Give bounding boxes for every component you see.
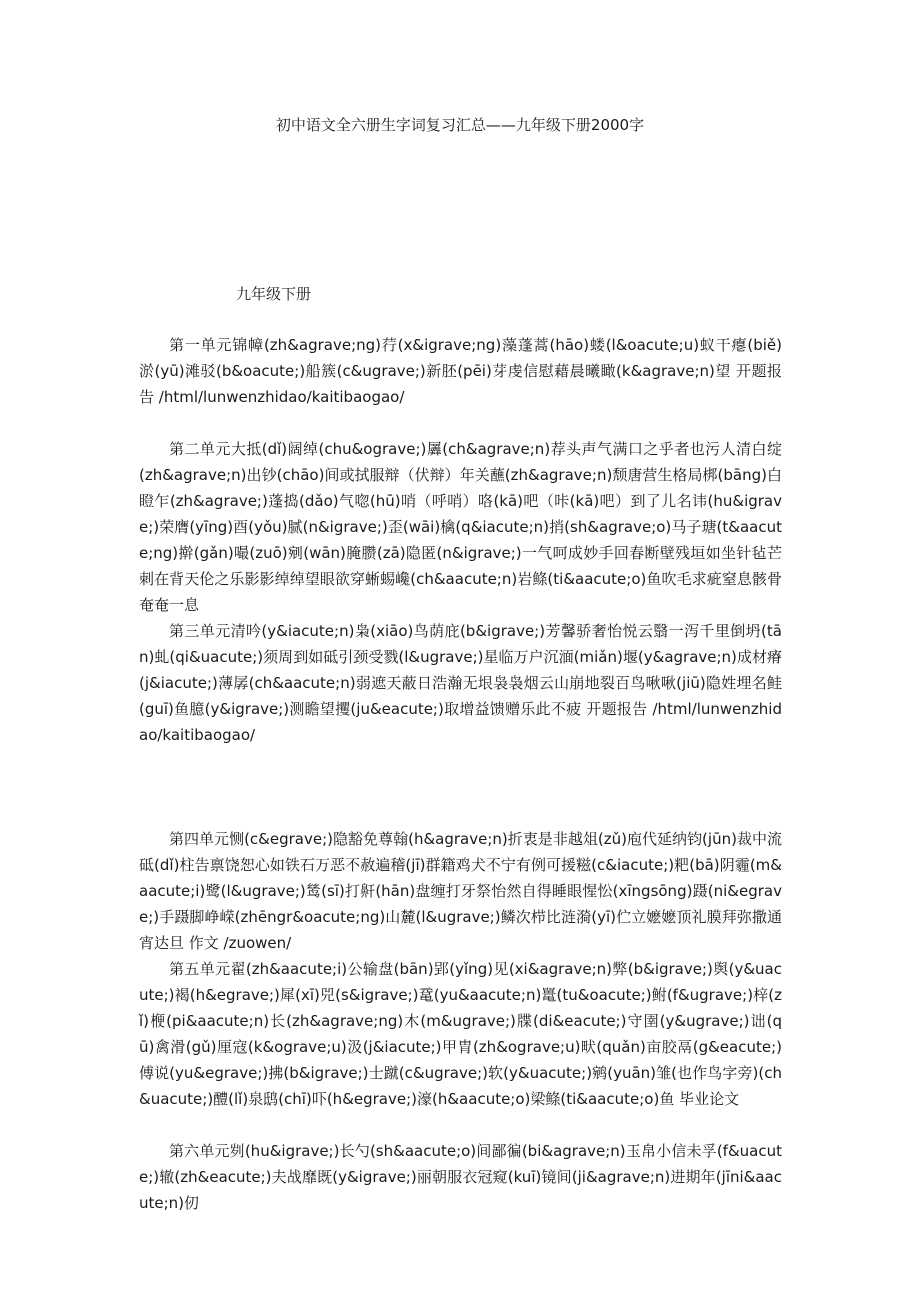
unit-2-paragraph: 第二单元大抵(dǐ)阔绰(chu&ograve;)羼(ch&agrave;n)荐头声气满口之乎者也污人清白绽(zh&agrave;n)出钞(chāo)间或拭服辩（伏辩）年关蘸(zh&agrave;n)颓唐营生格局梆(bāng)白瞪乍(zh&agrave;)蓬捣(dǎo)气唿(hū)哨（呼哨）咯(kā)吧（咔(kā)吧）到了儿名讳(hu&igrave;)荣膺(yīng)酉(yǒu)腻(n&igrave;)歪(wāi)檎(q&iacute;n)捎(sh&agrave;o)马子瑭(t&aacute;ng)擀(gǎn)嘬(zuō)剜(wān)腌臜(zā)隐匿(n&igrave;)一气呵成妙手回春断壁残垣如坐针毡芒刺在背天伦之乐影影绰绰望眼欲穿蜥蜴巉(ch&aacute;n)岩鲦(ti&aacute;o)鱼吹毛求疵窒息骸骨奄奄一息 <box>139 440 782 614</box>
grade-heading: 九年级下册 <box>236 285 312 303</box>
unit-1-paragraph: 第一单元锦幛(zh&agrave;ng)荇(x&igrave;ng)藻蓬蒿(hāo)蝼(l&oacute;u)蚁干瘪(biě)淤(yū)滩驳(b&oacute;)船簇(c&ugrave;)新胚(pēi)芽虔信慰藉晨曦瞰(k&agrave;n)望 开题报告 /html/lunwenzhidao/kaitibaogao/ <box>139 336 782 406</box>
unit-3-paragraph: 第三单元清吟(y&iacute;n)枭(xiāo)鸟荫庇(b&igrave;)芳馨骄奢怡悦云翳一泻千里倒坍(tān)虬(qi&uacute;)须周到如砥引颈受戮(l&ugrave;)星临万户沉湎(miǎn)堰(y&agrave;n)成材瘠(j&iacute;)薄孱(ch&aacute;n)弱遮天蔽日浩瀚无垠袅袅烟云山崩地裂百鸟啾啾(jiū)隐姓埋名鲑(guī)鱼臆(y&igrave;)测瞻望攫(ju&eacute;)取增益馈赠乐此不疲 开题报告 /html/lunwenzhidao/kaitibaogao/ <box>139 622 782 744</box>
document-title: 初中语文全六册生字词复习汇总——九年级下册2000字 <box>275 116 645 134</box>
unit-4-paragraph: 第四单元恻(c&egrave;)隐豁免尊翰(h&agrave;n)折衷是非越俎(zǔ)庖代延纳钧(jūn)裁中流砥(dǐ)柱告禀饶恕心如铁石万恶不赦遍稽(jī)群籍鸡犬不宁有例可援糍(c&iacute;)粑(bā)阴霾(m&aacute;i)鹭(l&ugrave;)鸶(sī)打鼾(hān)盘缠打牙祭怡然自得睡眼惺忪(xīngsōng)蹑(ni&egrave;)手蹑脚峥嵘(zhēngr&oacute;ng)山麓(l&ugrave;)鳞次栉比涟漪(yī)伫立嬷嬷顶礼膜拜弥撒通宵达旦 作文 /zuowen/ <box>139 830 782 952</box>
unit-6-paragraph: 第六单元刿(hu&igrave;)长勺(sh&aacute;o)间鄙徧(bi&agrave;n)玉帛小信未孚(f&uacute;)辙(zh&eacute;)夫战靡既(y&igrave;)丽朝服衣冠窥(kuī)镜间(ji&agrave;n)进期年(jīni&aacute;n)仞 <box>139 1142 782 1212</box>
unit-5-paragraph: 第五单元翟(zh&aacute;i)公输盘(bān)郢(yǐng)见(xi&agrave;n)弊(b&igrave;)舆(y&uacute;)褐(h&egrave;)犀(xī)兕(s&igrave;)鼋(yu&aacute;n)鼍(tu&oacute;)鲋(f&ugrave;)梓(zǐ)楩(pi&aacute;n)长(zh&agrave;ng)木(m&ugrave;)牒(di&eacute;)守圉(y&ugrave;)诎(qū)禽滑(gǔ)厘寇(k&ograve;u)汲(j&iacute;)甲胄(zh&ograve;u)畎(quǎn)亩胶鬲(g&eacute;)傅说(yu&egrave;)拂(b&igrave;)士蹴(c&ugrave;)软(y&uacute;)鹓(yuān)雏(也作鸟字旁)(ch&uacute;)醴(lǐ)泉鸱(chī)吓(h&egrave;)濠(h&aacute;o)梁鲦(ti&aacute;o)鱼 毕业论文 <box>139 960 782 1108</box>
